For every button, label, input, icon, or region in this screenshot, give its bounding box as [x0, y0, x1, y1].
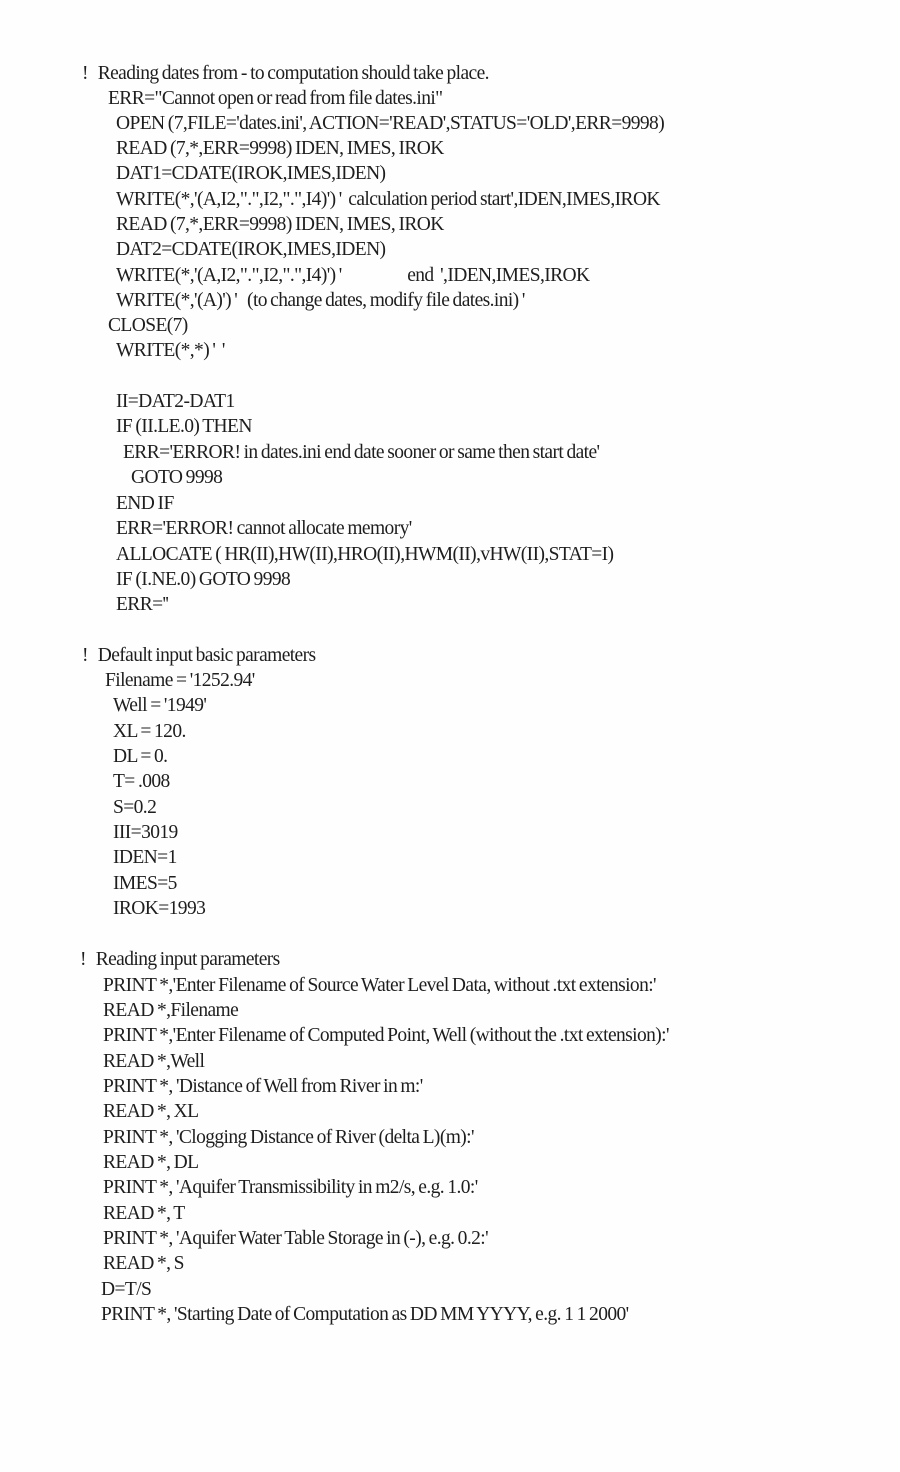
code-line: CLOSE(7) — [108, 315, 188, 336]
code-line: ! Reading input parameters — [80, 949, 280, 970]
code-line: II=DAT2-DAT1 — [116, 391, 235, 412]
code-line: WRITE(*,*) ' ' — [116, 340, 225, 361]
code-line: ERR='' — [116, 594, 169, 615]
code-line: Filename = '1252.94' — [105, 670, 255, 691]
code-line: READ *,Filename — [103, 1000, 239, 1021]
code-line: READ (7,*,ERR=9998) IDEN, IMES, IROK — [116, 138, 444, 159]
code-line: GOTO 9998 — [131, 467, 223, 488]
code-line: IROK=1993 — [113, 898, 206, 919]
code-line: READ (7,*,ERR=9998) IDEN, IMES, IROK — [116, 214, 444, 235]
code-line: IMES=5 — [113, 873, 177, 894]
code-line: PRINT *,'Enter Filename of Source Water Level Data, without .txt extension:' — [103, 975, 656, 996]
code-line: XL = 120. — [113, 721, 186, 742]
code-line: ALLOCATE ( HR(II),HW(II),HRO(II),HWM(II),vHW(II),STAT=I) — [116, 544, 614, 565]
code-line: DL = 0. — [113, 746, 168, 767]
code-line: T= .008 — [113, 771, 170, 792]
code-line: OPEN (7,FILE='dates.ini', ACTION='READ',STATUS='OLD',ERR=9998) — [116, 113, 665, 134]
code-line: IF (II.LE.0) THEN — [116, 416, 252, 437]
code-line: DAT1=CDATE(IROK,IMES,IDEN) — [116, 163, 386, 184]
code-line: READ *, T — [103, 1203, 185, 1224]
code-line: END IF — [116, 493, 174, 514]
code-line: WRITE(*,'(A)') ' (to change dates, modify file dates.ini) ' — [116, 290, 525, 311]
code-line: READ *, DL — [103, 1152, 199, 1173]
code-line: WRITE(*,'(A,I2,".",I2,".",I4)') ' end ',IDEN,IMES,IROK — [116, 265, 590, 286]
code-line: DAT2=CDATE(IROK,IMES,IDEN) — [116, 239, 386, 260]
code-line: ERR='ERROR! in dates.ini end date sooner or same then start date' — [123, 442, 600, 463]
code-line: PRINT *, 'Aquifer Transmissibility in m2/s, e.g. 1.0:' — [103, 1177, 478, 1198]
code-line: READ *, S — [103, 1253, 184, 1274]
code-line: READ *,Well — [103, 1051, 205, 1072]
code-line: IDEN=1 — [113, 847, 177, 868]
code-line: WRITE(*,'(A,I2,".",I2,".",I4)') ' calculation period start',IDEN,IMES,IROK — [116, 189, 660, 210]
code-line: III=3019 — [113, 822, 178, 843]
code-line: PRINT *, 'Aquifer Water Table Storage in (-), e.g. 0.2:' — [103, 1228, 488, 1249]
code-line: ! Reading dates from - to computation should take place. — [82, 63, 489, 84]
code-line: PRINT *, 'Starting Date of Computation as DD MM YYYY, e.g. 1 1 2000' — [101, 1304, 629, 1325]
code-line: PRINT *,'Enter Filename of Computed Point, Well (without the .txt extension):' — [103, 1025, 669, 1046]
code-line: PRINT *, 'Distance of Well from River in m:' — [103, 1076, 423, 1097]
code-line: ERR='ERROR! cannot allocate memory' — [116, 518, 412, 539]
code-line: READ *, XL — [103, 1101, 199, 1122]
code-line: PRINT *, 'Clogging Distance of River (delta L)(m):' — [103, 1127, 474, 1148]
code-line: ERR="Cannot open or read from file dates.ini" — [108, 88, 443, 109]
code-line: ! Default input basic parameters — [82, 645, 316, 666]
code-line: Well = '1949' — [113, 695, 207, 716]
code-line: D=T/S — [101, 1279, 152, 1300]
code-line: S=0.2 — [113, 797, 157, 818]
code-line: IF (I.NE.0) GOTO 9998 — [116, 569, 291, 590]
